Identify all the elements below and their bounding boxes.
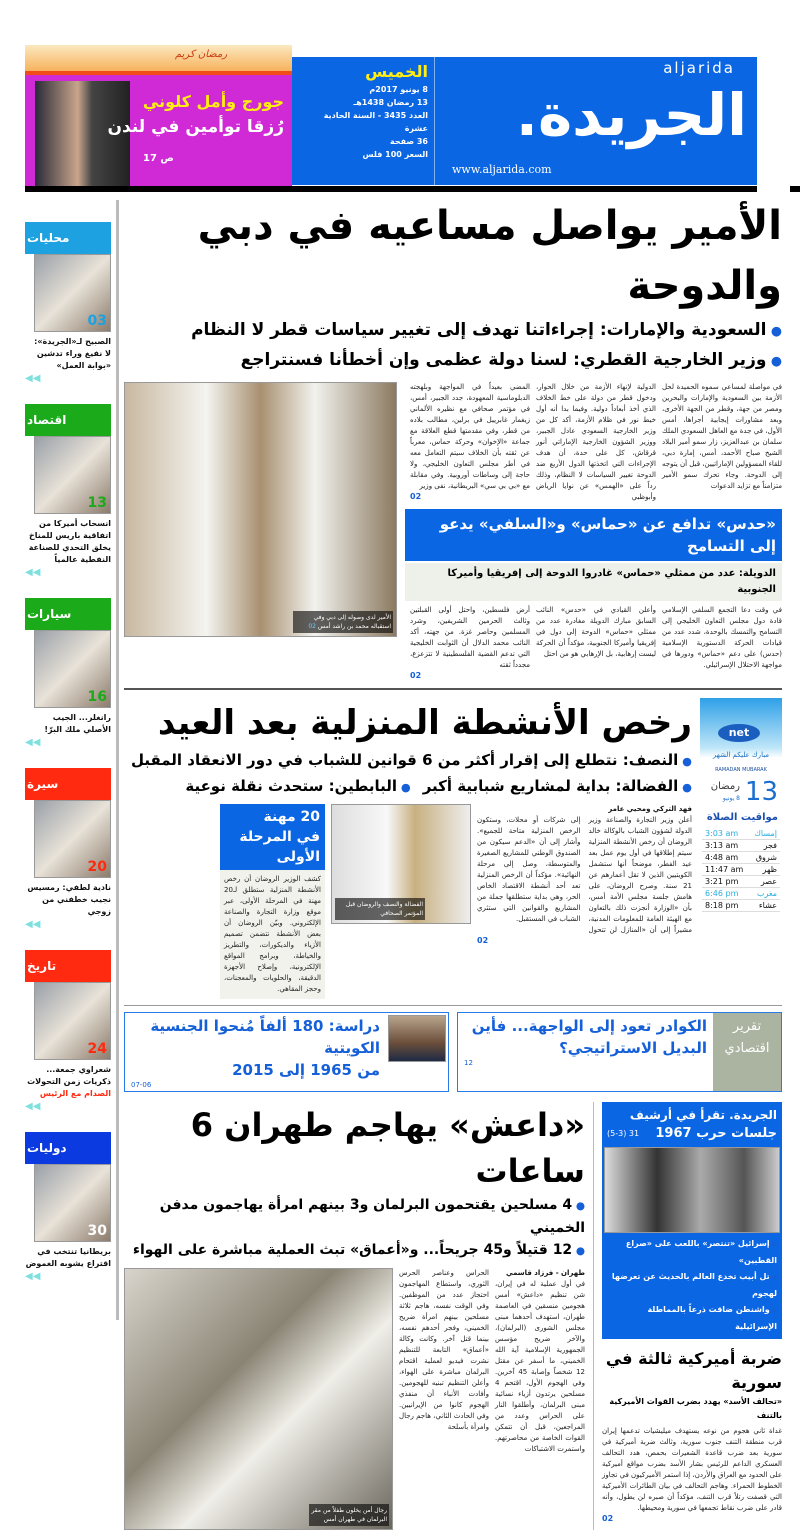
teaser-line: نادية لطفي: رمسيس نجيب خطفني من زوجي xyxy=(27,883,111,916)
archive-page-ref[interactable]: 31 xyxy=(628,1129,640,1138)
sidebar-section xyxy=(25,1132,111,1284)
daesh-body xyxy=(124,1268,585,1530)
sidebar-section-header[interactable]: دوليات xyxy=(25,1132,111,1164)
hadas-columns xyxy=(405,605,782,680)
archive-ref[interactable] xyxy=(607,1124,639,1144)
more-arrow-icon[interactable]: ◀◀ xyxy=(25,1271,41,1282)
prayer-times xyxy=(702,828,780,912)
sidebar-section-header[interactable]: سيارات xyxy=(25,598,111,630)
hadas-subhead: الدويلة: عدد من ممثلي «حماس» غادروا الدوحة إلى إفريقيا وأميركا الجنوبية xyxy=(405,563,782,601)
bottom-row xyxy=(124,1102,782,1530)
archive-bullet: ● واشنطن ضاقت ذرعاً بالمماطلة الإسرائيلية xyxy=(607,1302,777,1335)
activities-photo xyxy=(331,804,471,924)
prayer-time: 3:03 am xyxy=(705,829,739,838)
teaser-line-red: الصدام مع الرئيس xyxy=(39,1089,111,1098)
hadas-column: في وقت دعا التجمع السلفي الإسلامي قادة دول مجلس التعاون الخليجي إلى التسامح والتمسك بالوحدة، شدد عدد من قيادات الحركة الدستورية الإسلامية (حدس) على دعم «حماس» ودورها في مواجهة الاحتلال الإسرائيلي. xyxy=(662,606,782,669)
sidebar-section-header[interactable]: محليات xyxy=(25,222,111,254)
prayer-time-row xyxy=(702,888,780,900)
sidebar-section xyxy=(25,222,111,386)
sidebar-photo xyxy=(34,982,111,1060)
date-hijri: 13 رمضان 1438هـ xyxy=(353,98,428,107)
lead-photo xyxy=(124,382,397,637)
syria-subhead: «تحالف الأسد» يهدد بضرب القوات الأميركية بالتنف xyxy=(609,1397,782,1420)
hadas-column: أرض فلسطين، واحتل أولى القبلتين وثالث الحرمين الشريفين، وشرد المسلمين وحاصر غزة. من جهته، أكد النائب محمد الدلال أن الثوابت الخليجية التي تدعم القضية الفلسطينية لا تتزعزع، مجدداً ثقته xyxy=(410,606,530,669)
prayer-time-row xyxy=(702,828,780,840)
activities-body xyxy=(124,804,692,999)
daesh-column: الحراس وعناصر الحرس الثوري، واستطاع المهاجمون احتجاز عدد من الموظفين. وفي الوقت نفسه، هاجم ثلاثة مسلحين بينهم امرأة ضريح الخميني، وفجر أحدهم نفسه، بينما قتل آخر. وكانت وكالة «أعماق» التابعة للتنظيم نشرت فيديو لعملية اقتحام البرلمان مباشرة على الهواء، وأعلن التنظيم تبنيه للهجومين. وأفادت الأنباء أن منفذي الهجوم كانوا من الإيرانيين. وفي الحادث الثاني، هاجم رجال وامرأة بأسلحة xyxy=(399,1269,489,1431)
more-arrow-icon[interactable]: ◀◀ xyxy=(25,919,41,930)
lead-photo-caption xyxy=(293,611,393,633)
archive-title: الجريدة. تقرأ في أرشيف xyxy=(629,1108,777,1122)
study-photo xyxy=(388,1015,446,1062)
sidebar-photo xyxy=(34,436,111,514)
logo: الجريدة. xyxy=(515,81,747,149)
professions-box xyxy=(220,804,325,999)
prayer-time: 4:48 am xyxy=(705,853,739,862)
archive-part: (5-3) xyxy=(607,1129,627,1138)
section-rule xyxy=(124,1005,782,1006)
prayer-time-row xyxy=(702,852,780,864)
activities-bullets-line xyxy=(124,774,692,800)
archive-title-line xyxy=(604,1124,780,1144)
prayer-time: 8:18 pm xyxy=(705,901,739,910)
site-url[interactable]: www.aljarida.com xyxy=(452,163,552,176)
prayer-name: فجر xyxy=(763,841,777,850)
syria-page-ref[interactable]: 02 xyxy=(602,1514,614,1523)
report-tag xyxy=(713,1013,781,1091)
date-gregorian: 8 يونيو 2017م xyxy=(369,85,428,94)
ad-page: ص 17 xyxy=(143,153,174,164)
sidebar-section xyxy=(25,768,111,932)
activities-page-ref[interactable]: 02 xyxy=(477,936,489,945)
study-title: من 1965 إلى 2015 xyxy=(232,1061,380,1079)
lead-body xyxy=(124,382,782,680)
more-arrow-icon[interactable]: ◀◀ xyxy=(25,737,41,748)
hadas-story[interactable] xyxy=(405,509,782,680)
sidebar-teaser[interactable] xyxy=(25,882,111,932)
prayer-title: مواقيت الصلاة xyxy=(706,812,778,823)
box-title-line: 20 مهنة xyxy=(263,809,320,825)
daesh-bullet: ● 12 قتيلاً و45 جريحاً... و«أعماق» تبث العملية مباشرة على الهواء xyxy=(124,1239,585,1262)
ramadan-banner xyxy=(25,45,292,75)
ad-subtitle: رُزقا توأمين في لندن xyxy=(107,117,284,137)
activities-row xyxy=(124,698,782,999)
hadas-page-ref[interactable]: 02 xyxy=(410,671,422,680)
lead-column-wrap xyxy=(410,382,530,501)
prayer-time: 6:46 pm xyxy=(705,889,739,898)
sidebar-teaser[interactable] xyxy=(25,712,111,750)
activities-bullet: ● النصف: نتطلع إلى إقرار أكثر من 6 قوانين للشباب في دور الانعقاد المقبل xyxy=(124,748,692,774)
sidebar-teaser[interactable] xyxy=(25,1064,111,1114)
activities-text xyxy=(477,804,692,945)
ramadan-day: 13 xyxy=(744,777,778,807)
syria-text: غداة ثاني هجوم من نوعه يستهدف ميليشيات تدعمها إيران قرب منطقة التنف جنوب سورية، وثالث ضربة أميركية في سورية بعد ضرب قاعدة الشعيرات بحمص، هدد التحالف العسكري الداعم للرئيس بشار الأسد بضرب مواقع أميركية على الحدود مع العراق والأردن، إذا استمر الأميركيون في تجاوز الخطوط الحمراء. وهاجم التحالف في بيان الطائرات الأميركية التي قصفت رتلاً قرب التنف، مؤكداً أن صبره لن يطول، وأنه قادر على ضرب نقاط تجمعها في سورية ومحيطها. xyxy=(602,1427,782,1512)
activities-bullet: ● الفضالة: بداية لمشاريع شبابية أكبر xyxy=(423,774,692,800)
study-box[interactable] xyxy=(124,1012,449,1092)
archive-box[interactable] xyxy=(602,1102,782,1339)
boxes-row xyxy=(124,1012,782,1092)
section-rule xyxy=(124,688,782,690)
masthead-rule xyxy=(25,186,757,192)
teaser-line: الصبيح لـ«الجريدة»: xyxy=(34,337,111,346)
professions-box-title xyxy=(220,804,325,870)
syria-headline[interactable]: ضربة أميركية ثالثة في سورية xyxy=(605,1349,782,1392)
daesh-caption: رجال أمن يخلون طفلاً من مقر البرلمان في طهران أمس xyxy=(309,1504,389,1526)
issue-number: العدد 3435 - السنة الحادية عشرة xyxy=(323,111,428,133)
prayer-name: مغرب xyxy=(756,889,777,898)
prayer-time-row xyxy=(702,840,780,852)
main-column xyxy=(124,196,782,1530)
prayer-name: عصر xyxy=(760,877,777,886)
activities-headline[interactable]: رخص الأنشطة المنزلية بعد العيد xyxy=(157,703,692,743)
hadas-headline[interactable]: «حدس» تدافع عن «حماس» و«السلفي» يدعو إلى التسامح xyxy=(405,509,782,561)
logo-latin: aljarida xyxy=(663,59,735,77)
syria-story[interactable] xyxy=(602,1347,782,1523)
sidebar-teaser[interactable] xyxy=(25,1246,111,1284)
archive-photo xyxy=(604,1147,780,1233)
page-number: 16 xyxy=(87,689,107,705)
prayer-time-row xyxy=(702,864,780,876)
sidebar-photo xyxy=(34,800,111,878)
right-column xyxy=(602,1102,782,1523)
date-panel xyxy=(292,57,435,185)
page-number: 20 xyxy=(87,859,107,875)
activities-story[interactable] xyxy=(124,698,692,999)
daesh-photo xyxy=(124,1268,393,1530)
more-arrow-icon[interactable]: ◀◀ xyxy=(25,373,41,384)
teaser-line: لا نفيغ وراء تدشين «بوابة العمل» xyxy=(36,349,111,370)
ramadan-month: رمضان xyxy=(710,781,740,792)
more-arrow-icon[interactable]: ◀◀ xyxy=(25,567,41,578)
caption-ref[interactable]: 02 xyxy=(308,623,316,630)
daesh-column-wrap xyxy=(495,1268,585,1455)
lead-column: المضي بعيداً في المواجهة وبلهجته الدبلوماسية المعهودة، جدد الجبير، أمس، في مؤتمر صحافي مع نظيره الألماني زيغمار غابرييل في برلين، مطالب بلاده من قطر، وفي مقدمتها قطع العلاقة مع جماعة «الإخوان» وحركة حماس، معرباً عن ثقته بأن الخلاف سيتم التعامل معه في أطر مجلس التعاون الخليجي، ولا حاجة إلى وساطات أوروبية. وفي مقابلة مع «بي بي سي» البريطانية، نفى وزير xyxy=(410,383,530,490)
box-title-line: في المرحلة الأولى xyxy=(239,829,320,865)
hadas-column: وأعلن القيادي في «حدس» النائب السابق مبارك الدويلة مغادرة عدد من ممثلي «حماس» الدوحة إلى دول في إفريقيا وأميركا الجنوبية، مؤكداً أن الحركة ليست إرهابية، بل الإرهابي هو من احتل xyxy=(536,606,656,658)
day-name: الخميس xyxy=(365,62,428,81)
daesh-story[interactable] xyxy=(124,1102,585,1530)
lead-page-ref[interactable]: 02 xyxy=(410,492,422,501)
report-tag-line: اقتصادي xyxy=(724,1041,770,1056)
column-divider xyxy=(593,1102,594,1530)
study-page-ref[interactable]: 07-06 xyxy=(131,1081,152,1089)
price: السعر 100 فلس xyxy=(362,150,428,159)
column-divider xyxy=(116,200,119,1320)
top-ad[interactable] xyxy=(25,45,292,190)
activities-column: أعلن وزير التجارة والصناعة وزير الدولة لشؤون الشباب بالوكالة خالد الروضان أن رخص الأنشطة المنزلية سيتم إطلاقها في أول يوم عمل بعد عيد الفطر، موضحاً أنها ستشمل الكويتيين الذين لا تقل أعمارهم عن 21 سنة. وصرح الروضان، على هامش جلسة مجلس الأمة أمس، بأن «الوزارة أنجزت ذلك بالتعاون مع الهيئة العامة للمعلومات المدنية، مشيراً إلى أن «المنازل لن تتحول إلى شركات أو محلات، وستكون الرخص المنزلية متاحة للجميع». وأشار إلى أن «الدعم سيكون من الصندوق الوطني للمشاريع الصغيرة والمتوسطة، وصل إلى مرحلة النهائية». مؤكداً أن الرخص المنزلية تعد أحد أنشطة الاقتصاد الخاص الحر، وهي بداية ستطلقها جملة من المشاريع والقوانين التي ستثري الشباب في المستقبل. xyxy=(477,816,692,934)
sidebar-photo xyxy=(34,254,111,332)
sidebar xyxy=(25,222,111,1302)
masthead-rule-tick xyxy=(790,186,800,192)
archive-bullet: ● إسرائيل «تنتصر» باللعب على «صراع القطبين» xyxy=(607,1236,777,1269)
ad-title: جورج وأمل كلوني xyxy=(142,92,284,111)
sidebar-photo xyxy=(34,1164,111,1242)
ramadan-greeting: رمضان كريم xyxy=(175,49,228,60)
report-box[interactable] xyxy=(457,1012,782,1092)
sidebar-section-header[interactable]: اقتصاد xyxy=(25,404,111,436)
lead-bullet: ● وزير الخارجية القطري: لسنا دولة عظمى وإن أخطأنا فسنتراجع xyxy=(124,346,782,376)
archive-bullets xyxy=(604,1236,780,1335)
page-number: 03 xyxy=(87,313,107,329)
lead-columns xyxy=(405,382,782,503)
page-count: 36 صفحة xyxy=(389,137,428,146)
daesh-byline: طهران - فرزاد قاسمي xyxy=(506,1269,585,1277)
more-arrow-icon[interactable]: ◀◀ xyxy=(25,1101,41,1112)
caption-text: الأمير لدى وصوله إلى دبي وفي استقباله محمد بن راشد أمس xyxy=(313,614,391,630)
daesh-bullet: ● 4 مسلحين يقتحمون البرلمان و3 بينهم امرأة يهاجمون مدفن الخميني xyxy=(124,1194,585,1239)
lead-headline[interactable]: الأمير يواصل مساعيه في دبي والدوحة xyxy=(197,203,782,309)
lead-column: في مواصلة لمساعي سموه الحميدة لحل الأزمة بين السعودية والإمارات والبحرين ومصر من جهة، وقطر من الجهة الأخرى، وبعد مشاورات إيجابية أجراها، أمس الأول، في جدة مع العاهل السعودي الملك سلمان بن عبدالعزيز، زار سمو أمير البلاد الشيخ صباح الأحمد، أمس، إمارة دبي، للقاء المسؤولين الإماراتيين، قبل أن يتوجه إلى الدوحة. وجاء تحرك سمو الأمير متزامناً مع تزايد الدعوات xyxy=(662,383,782,490)
activities-caption: الفضالة والنصف والروضان قبل المؤتمر الصحافي xyxy=(335,898,425,920)
teaser-line: شعراوي جمعة... ذكريات زمن التحولات xyxy=(27,1065,111,1086)
hadas-column-wrap xyxy=(410,605,530,680)
ramadan-ad[interactable] xyxy=(700,698,782,930)
report-tag-line: تقرير xyxy=(732,1019,762,1034)
report-title: الكوادر تعود إلى الواجهة... فأين xyxy=(471,1017,707,1035)
prayer-time: 3:21 pm xyxy=(705,877,739,886)
page-number: 30 xyxy=(87,1223,107,1239)
lead-text-area xyxy=(405,382,782,680)
daesh-column: في أول عملية له في إيران، شن تنظيم «داعش» أمس هجومين منسقين في العاصمة طهران، استهدف أحدهما مبنى مجلس الشورى (البرلمان)، والآخر ضريح مؤسس الجمهورية الإسلامية آية الله الخميني، ما أسفر عن مقتل 12 شخصاً وإصابة 45 آخرين. وفي الهجوم الأول، اقتحم 4 مسلحين يرتدون أزياء نسائية مبنى البرلمان، وأطلقوا النار على الحراس وعدد من المراجعين، قبل أن تتمكن القوات الخاصة من محاصرتهم. واستمرت الاشتباكات xyxy=(495,1280,585,1453)
sidebar-section-header[interactable]: سيرة xyxy=(25,768,111,800)
prayer-name: ظهر xyxy=(762,865,777,874)
sidebar-photo xyxy=(34,630,111,708)
sidebar-section xyxy=(25,404,111,580)
net-logo: net xyxy=(718,724,760,742)
prayer-time: 3:13 am xyxy=(705,841,739,850)
report-title: البديل الاستراتيجي؟ xyxy=(559,1039,707,1057)
sidebar-section-header[interactable]: تاريخ xyxy=(25,950,111,982)
lead-story[interactable] xyxy=(124,196,782,680)
prayer-name: عشاء xyxy=(758,901,777,910)
sidebar-section xyxy=(25,950,111,1114)
report-page-ref[interactable]: 12 xyxy=(464,1059,473,1067)
prayer-time: 11:47 am xyxy=(705,865,744,874)
lead-bullet: ● السعودية والإمارات: إجراءاتنا تهدف إلى تغيير سياسات قطر لا النظام xyxy=(124,316,782,346)
archive-title: جلسات حرب 1967 xyxy=(655,1126,777,1141)
professions-box-text: كشف الوزير الروضان أن رخص الأنشطة المنزلية ستطلق لـ20 مهنة في المرحلة الأولى، عبر موقع وزارة التجارة والصناعة الإلكتروني. وبيّن الروضان أن بعض الأنشطة تتضمن تصميم الأزياء والديكورات، والتطريز والخياطة، وبرامج المواقع الإلكترونية، وإصلاح الأجهزة الدقيقة، والحلويات والمعجنات، وحجز المقاهي. xyxy=(224,875,321,993)
page-number: 13 xyxy=(87,495,107,511)
teaser-line: رانغلر... الجيب الأصلي ملك البرّ! xyxy=(44,713,111,734)
report-text xyxy=(458,1013,713,1069)
archive-bullet: ● تل أبيب تخدع العالم بالحديث عن تعرضها لهجوم xyxy=(607,1269,777,1302)
masthead xyxy=(292,57,757,185)
ramadan-latin: RAMADAN MUBARAK xyxy=(715,767,767,773)
sidebar-teaser[interactable] xyxy=(25,518,111,580)
study-text xyxy=(125,1013,386,1091)
page-number: 24 xyxy=(87,1041,107,1057)
activities-byline: فهد التركي ومحيي عامر xyxy=(608,805,692,813)
daesh-headline[interactable]: «داعش» يهاجم طهران 6 ساعات xyxy=(190,1106,585,1190)
prayer-name: شروق xyxy=(755,853,777,862)
sidebar-teaser[interactable] xyxy=(25,336,111,386)
prayer-time-row xyxy=(702,900,780,912)
lead-column: الدولية لإنهاء الأزمة من خلال الحوار، ودخول قطر من دولة على خط الخلاف الذي أخذ أبعاداً دولية. وفيما بدا أنه أول خيط نور في ظلام الأزمة، أكد كل من وزير الخارجية السعودي عادل الجبير، ووزير الشؤون الخارجية الإماراتي أنور قرقاش، كل على حدة، أن هدف الإجراءات التي اتخذتها الدول الأربع ضد الدوحة تغيير السياسات لا النظام، وذلك رداً على «الهمس» عن نوايا الرياض وأبوظبي xyxy=(536,383,656,501)
teaser-line: انسحاب أميركا من اتفاقية باريس للمناخ يخلق التحدي للصناعة النفطية عالمياً xyxy=(28,519,111,564)
ramadan-greeting: مبارك عليكم الشهر xyxy=(712,751,770,759)
prayer-name: إمساك xyxy=(754,829,777,838)
teaser-line: بريطانيا تنتخب في اقتراع يشوبه الغموض xyxy=(25,1247,111,1268)
study-title: دراسة: 180 ألفاً مُنحوا الجنسية الكويتية xyxy=(150,1017,380,1057)
sidebar-section xyxy=(25,598,111,750)
ramadan-greg: 8 يونيو xyxy=(722,795,740,802)
activities-bullet: ● البابطين: ستحدث نقلة نوعية xyxy=(185,774,410,800)
prayer-time-row xyxy=(702,876,780,888)
